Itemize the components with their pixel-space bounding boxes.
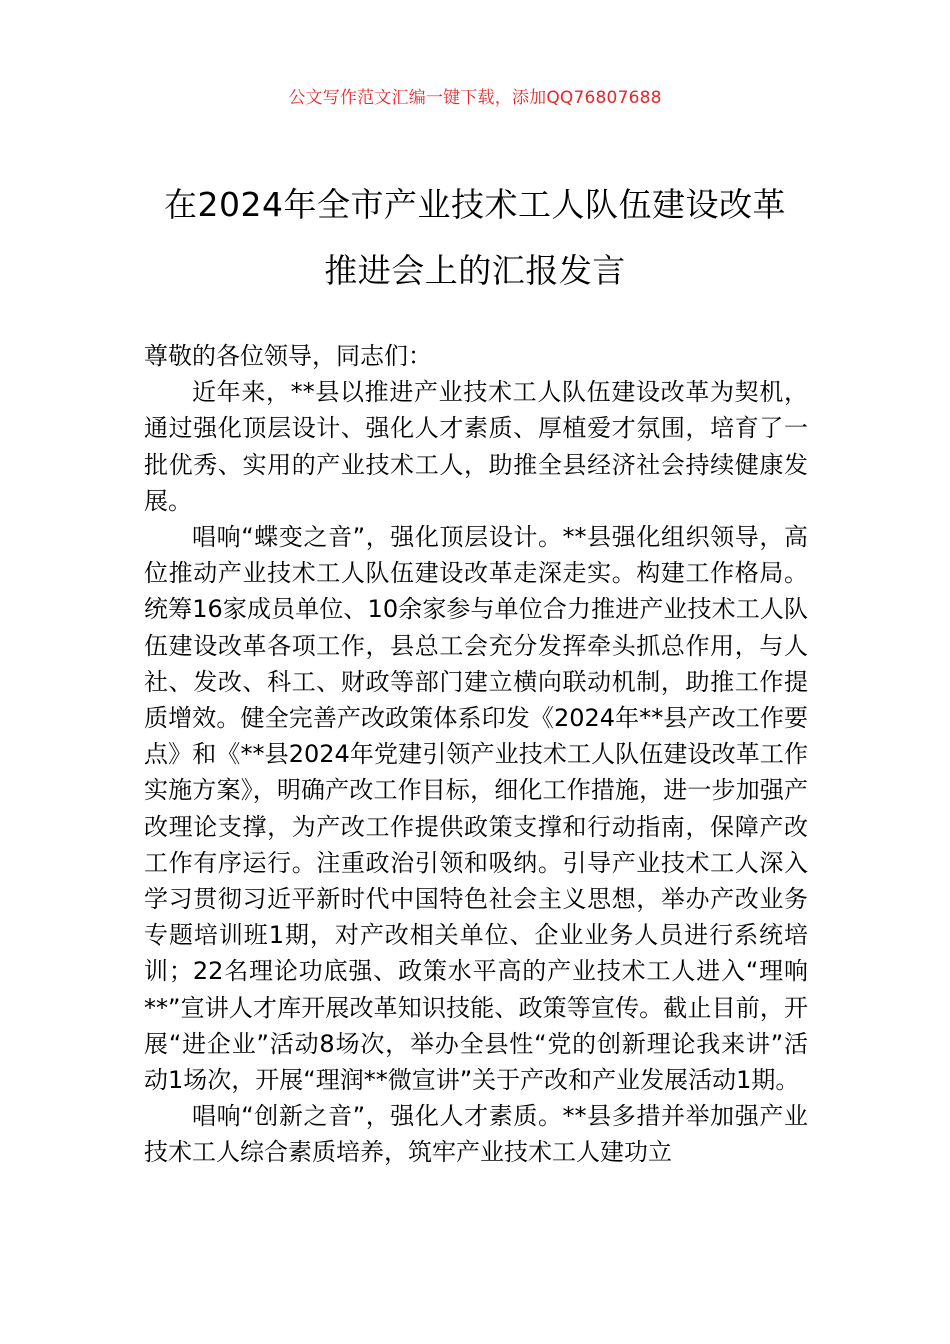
- document-body: [144, 338, 808, 1171]
- body-paragraph-intro: 近年来，**县以推进产业技术工人队伍建设改革为契机，通过强化顶层设计、强化人才素质、厚植爱才氛围，培育了一批优秀、实用的产业技术工人，助推全县经济社会持续健康发展。: [144, 378, 808, 515]
- download-promo-note: 公文写作范文汇编一键下载，添加QQ76807688: [288, 88, 662, 108]
- title-line-2: 推进会上的汇报发言: [324, 251, 626, 290]
- salutation: 尊敬的各位领导，同志们：: [144, 342, 432, 370]
- title-line-1: 在2024年全市产业技术工人队伍建设改革: [164, 185, 786, 224]
- body-paragraph-talent-quality: 唱响“创新之音”，强化人才素质。**县多措并举加强产业技术工人综合素质培养，筑牢产业技术工人建功立: [144, 1102, 808, 1167]
- body-paragraph-top-level-design: 唱响“蝶变之音”，强化顶层设计。**县强化组织领导，高位推动产业技术工人队伍建设改革走深走实。构建工作格局。统筹16家成员单位、10余家参与单位合力推进产业技术工人队伍建设改革各项工作，县总工会充分发挥牵头抓总作用，与人社、发改、科工、财政等部门建立横向联动机制，助推工作提质增效。健全完善产改政策体系印发《2024年**县产改工作要点》和《**县2024年党建引领产业技术工人队伍建设改革工作实施方案》，明确产改工作目标，细化工作措施，进一步加强产改理论支撑，为产改工作提供政策支撑和行动指南，保障产改工作有序运行。注重政治引领和吸纳。引导产业技术工人深入学习贯彻习近平新时代中国特色社会主义思想，举办产改业务专题培训班1期，对产改相关单位、企业业务人员进行系统培训；22名理论功底强、政策水平高的产业技术工人进入“理响**”宣讲人才库开展改革知识技能、政策等宣传。截止目前，开展“进企业”活动8场次，举办全县性“党的创新理论我来讲”活动1场次，开展“理润**微宣讲”关于产改和产业发展活动1期。: [144, 523, 808, 1095]
- document-title: [120, 172, 830, 304]
